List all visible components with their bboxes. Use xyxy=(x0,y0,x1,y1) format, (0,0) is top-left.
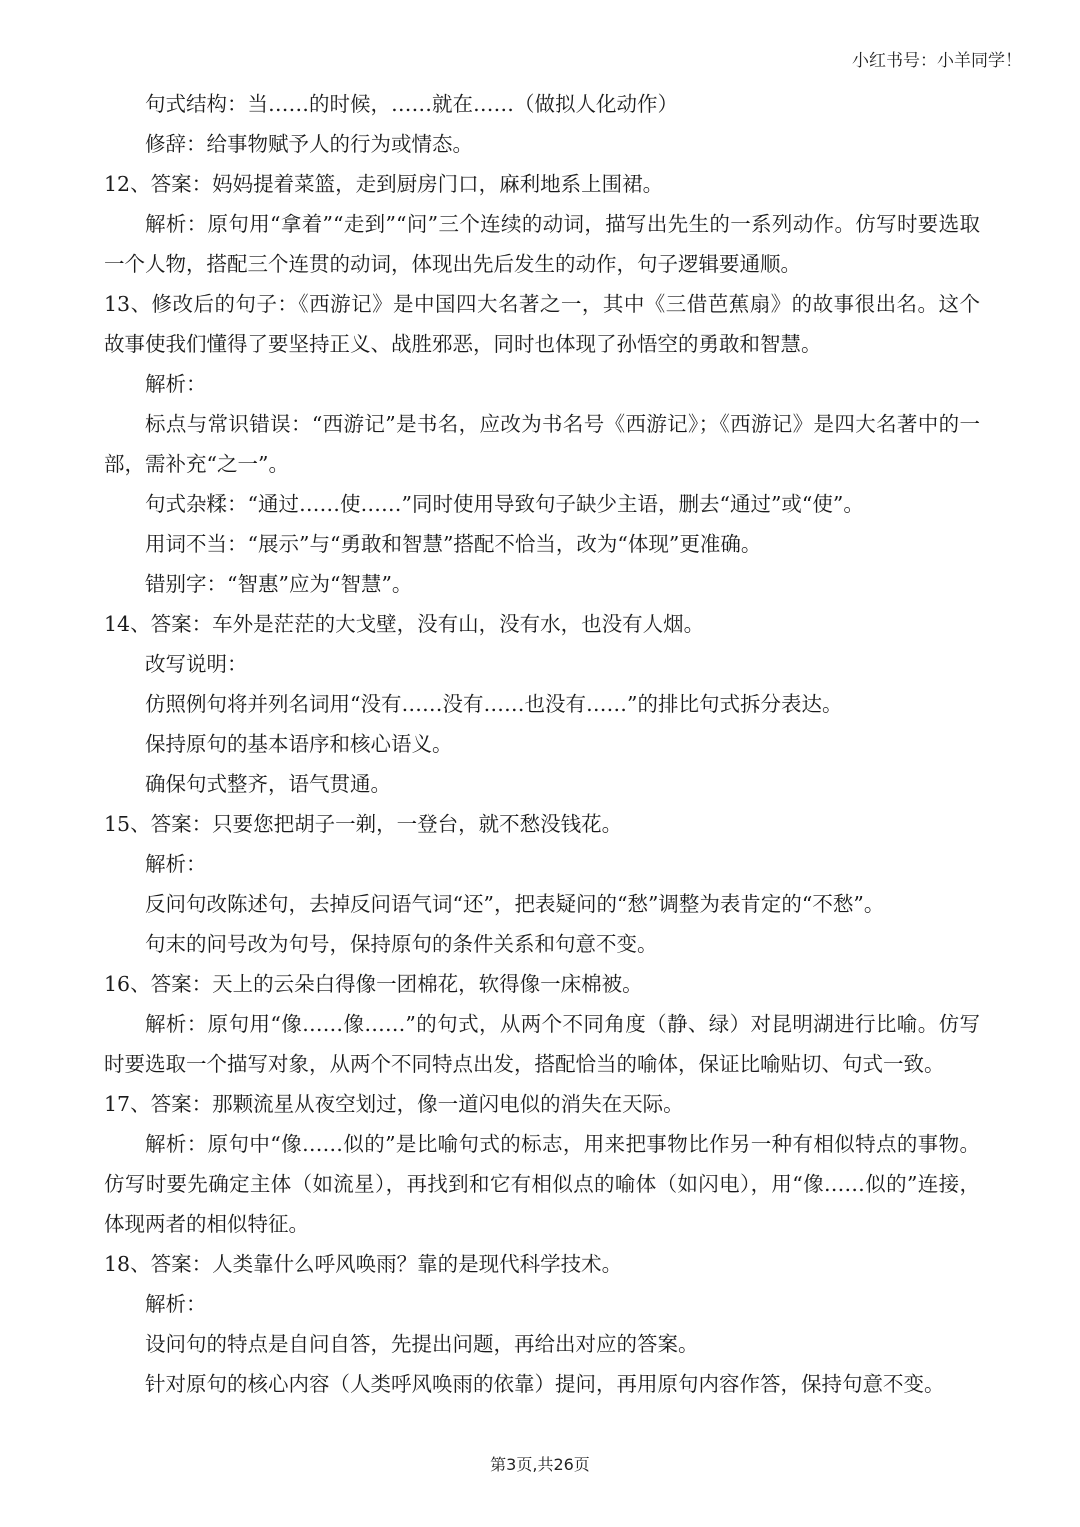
body-paragraph: 解析：原句中“像……似的”是比喻句式的标志，用来把事物比作另一种有相似特点的事物。仿写时要先确定主体（如流星），再找到和它有相似点的喻体（如闪电），用“像……似的”连接，体现两者的相似特征。 xyxy=(104,1132,980,1236)
body-paragraph: 解析： xyxy=(145,1292,207,1316)
body-paragraph: 解析： xyxy=(145,852,207,876)
answer-heading: 15、答案：只要您把胡子一剃，一登台，就不愁没钱花。 xyxy=(104,812,623,836)
body-paragraph: 标点与常识错误：“西游记”是书名，应改为书名号《西游记》；《西游记》是四大名著中的一部，需补充“之一”。 xyxy=(104,412,980,476)
body-paragraph: 修辞：给事物赋予人的行为或情态。 xyxy=(145,132,473,156)
body-paragraph: 设问句的特点是自问自答，先提出问题，再给出对应的答案。 xyxy=(145,1332,699,1356)
answer-heading: 12、答案：妈妈提着菜篮，走到厨房门口，麻利地系上围裙。 xyxy=(104,172,664,196)
body-paragraph: 保持原句的基本语序和核心语义。 xyxy=(145,732,453,756)
body-paragraph: 改写说明： xyxy=(145,652,248,676)
document-body xyxy=(104,84,980,1404)
body-paragraph: 解析：原句用“像……像……”的句式，从两个不同角度（静、绿）对昆明湖进行比喻。仿写时要选取一个描写对象，从两个不同特点出发，搭配恰当的喻体，保证比喻贴切、句式一致。 xyxy=(104,1012,980,1076)
answer-heading: 17、答案：那颗流星从夜空划过，像一道闪电似的消失在天际。 xyxy=(104,1092,684,1116)
body-paragraph: 用词不当：“展示”与“勇敢和智慧”搭配不恰当，改为“体现”更准确。 xyxy=(145,532,762,556)
body-paragraph: 解析： xyxy=(145,372,207,396)
body-paragraph: 仿照例句将并列名词用“没有……没有……也没有……”的排比句式拆分表达。 xyxy=(145,692,843,716)
body-paragraph: 确保句式整齐，语气贯通。 xyxy=(145,772,391,796)
answer-heading: 16、答案：天上的云朵白得像一团棉花，软得像一床棉被。 xyxy=(104,972,643,996)
answer-heading: 14、答案：车外是茫茫的大戈壁，没有山，没有水，也没有人烟。 xyxy=(104,612,705,636)
answer-heading: 18、答案：人类靠什么呼风唤雨？靠的是现代科学技术。 xyxy=(104,1252,623,1276)
page-number: 第3页,共26页 xyxy=(490,1455,590,1474)
body-paragraph: 句末的问号改为句号，保持原句的条件关系和句意不变。 xyxy=(145,932,658,956)
body-paragraph: 句式杂糅：“通过……使……”同时使用导致句子缺少主语，删去“通过”或“使”。 xyxy=(145,492,864,516)
body-paragraph: 解析：原句用“拿着”“走到”“问”三个连续的动词，描写出先生的一系列动作。仿写时要选取一个人物，搭配三个连贯的动词，体现出先后发生的动作，句子逻辑要通顺。 xyxy=(104,212,980,276)
body-paragraph: 针对原句的核心内容（人类呼风唤雨的依靠）提问，再用原句内容作答，保持句意不变。 xyxy=(145,1372,945,1396)
body-paragraph: 错别字：“智惠”应为“智慧”。 xyxy=(145,572,413,596)
body-paragraph: 句式结构：当……的时候，……就在……（做拟人化动作） xyxy=(145,92,678,116)
watermark-header: 小红书号：小羊同学！ xyxy=(852,51,1022,71)
body-paragraph: 反问句改陈述句，去掉反问语气词“还”，把表疑问的“愁”调整为表肯定的“不愁”。 xyxy=(145,892,885,916)
answer-heading: 13、修改后的句子：《西游记》是中国四大名著之一，其中《三借芭蕉扇》的故事很出名。这个故事使我们懂得了要坚持正义、战胜邪恶，同时也体现了孙悟空的勇敢和智慧。 xyxy=(104,292,980,356)
